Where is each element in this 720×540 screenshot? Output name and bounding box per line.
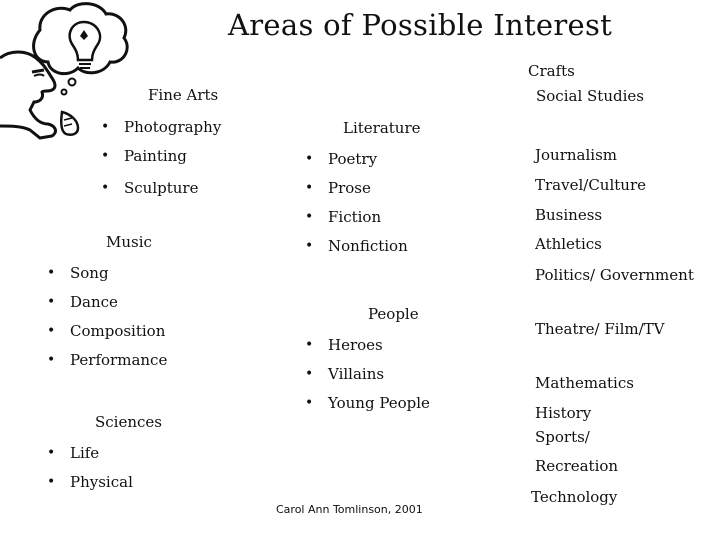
bullet-icon: • [305, 209, 314, 225]
bullet-icon: • [47, 445, 56, 461]
fine-arts-heading: Fine Arts [148, 86, 219, 104]
bullet-icon: • [305, 151, 314, 167]
right-item-mathematics: Mathematics [535, 374, 634, 392]
page-title: Areas of Possible Interest [228, 8, 613, 42]
bullet-icon: • [101, 180, 110, 196]
right-item-technology: Technology [531, 488, 618, 506]
right-item-sports: Sports/ [535, 428, 590, 446]
list-item: • Nonfiction [305, 237, 408, 255]
literature-heading: Literature [343, 119, 421, 137]
right-item-theatre-film-tv: Theatre/ Film/TV [535, 320, 665, 338]
right-item-business: Business [535, 206, 603, 224]
list-item: • Composition [47, 322, 166, 340]
list-item: • Young People [305, 394, 430, 412]
right-item-travel-culture: Travel/Culture [535, 176, 646, 194]
list-item: • Performance [47, 351, 168, 369]
list-item: • Song [47, 264, 109, 282]
bullet-icon: • [305, 366, 314, 382]
right-item-athletics: Athletics [535, 235, 602, 253]
bullet-icon: • [47, 265, 56, 281]
bullet-icon: • [47, 352, 56, 368]
bullet-icon: • [47, 294, 56, 310]
thinking-person-lightbulb-icon [0, 0, 140, 140]
right-item-crafts: Crafts [528, 62, 575, 80]
list-item: • Life [47, 444, 100, 462]
list-item: • Photography [101, 118, 222, 136]
list-item: • Dance [47, 293, 118, 311]
credit-text: Carol Ann Tomlinson, 2001 [276, 503, 423, 516]
bullet-icon: • [305, 395, 314, 411]
right-item-recreation: Recreation [535, 457, 619, 475]
bullet-icon: • [101, 119, 110, 135]
people-list [305, 334, 430, 421]
people-heading: People [368, 305, 419, 323]
list-item: • Sculpture [101, 179, 199, 197]
bullet-icon: • [47, 323, 56, 339]
literature-list [305, 148, 408, 264]
right-item-journalism: Journalism [535, 146, 617, 164]
list-item: • Fiction [305, 208, 382, 226]
list-item: • Physical [47, 473, 133, 491]
bullet-icon: • [305, 238, 314, 254]
bullet-icon: • [47, 474, 56, 490]
music-list [47, 262, 168, 378]
list-item: • Prose [305, 179, 371, 197]
right-item-social-studies: Social Studies [536, 87, 644, 105]
list-item: • Villains [305, 365, 385, 383]
list-item: • Painting [101, 147, 187, 165]
sciences-heading: Sciences [95, 413, 162, 431]
right-item-politics-government: Politics/ Government [535, 266, 694, 284]
music-heading: Music [106, 233, 152, 251]
list-item: • Heroes [305, 336, 383, 354]
bullet-icon: • [305, 337, 314, 353]
fine-arts-list [101, 116, 222, 206]
right-item-history: History [535, 404, 592, 422]
bullet-icon: • [305, 180, 314, 196]
list-item: • Poetry [305, 150, 378, 168]
sciences-list [47, 442, 133, 500]
bullet-icon: • [101, 148, 110, 164]
